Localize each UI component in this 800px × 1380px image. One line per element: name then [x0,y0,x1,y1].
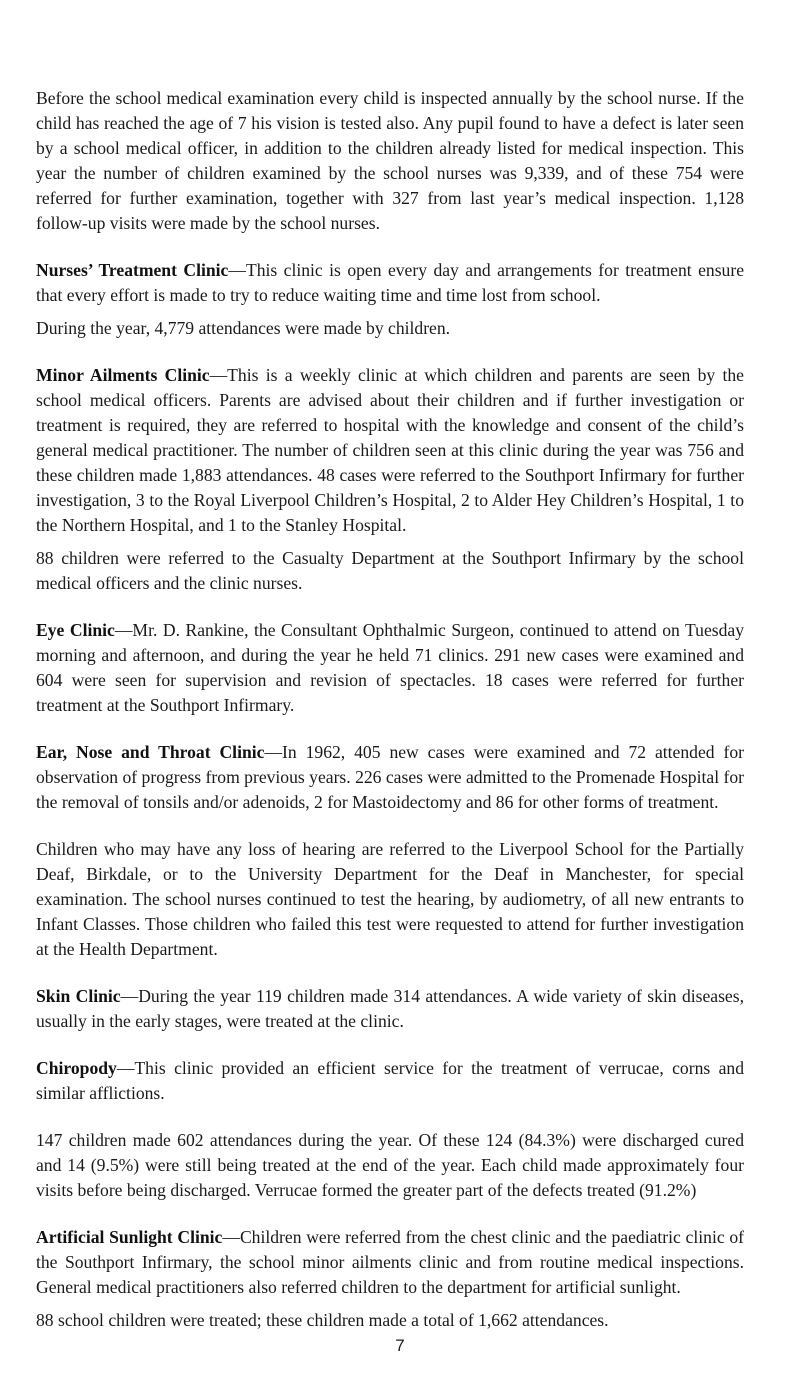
paragraph-text: —During the year 119 children made 314 attendances. A wide variety of skin diseases, usually in the early stages, were treated at the clinic. [36,986,744,1031]
paragraph-text: —This is a weekly clinic at which children and parents are seen by the school medical officers. Parents are advised about their children and if further investigation or treatment is required, they are referred to hospital with the knowledge and consent of the child’s general medical practitioner. The number of children seen at this clinic during the year was 756 and these children made 1,883 attendances. 48 cases were referred to the Southport Infirmary for further investigation, 3 to the Royal Liverpool Children’s Hospital, 2 to Alder Hey Children’s Hospital, 1 to the Northern Hospital, and 1 to the Stanley Hospital. [36,365,744,535]
section-heading-skin-clinic: Skin Clinic [36,986,121,1006]
paragraph-minor-ailments-clinic [36,363,744,538]
paragraph-nurses-treatment-clinic [36,258,744,308]
section-heading-artificial-sunlight-clinic: Artificial Sunlight Clinic [36,1227,223,1247]
paragraph-text: —This clinic provided an efficient service for the treatment of verrucae, corns and similar afflictions. [36,1058,744,1103]
paragraph-text: 88 school children were treated; these children made a total of 1,662 attendances. [36,1310,609,1330]
paragraph-text: 88 children were referred to the Casualty Department at the Southport Infirmary by the school medical officers and the clinic nurses. [36,548,744,593]
section-heading-chiropody: Chiropody [36,1058,117,1078]
section-heading-minor-ailments-clinic: Minor Ailments Clinic [36,365,210,385]
section-heading-ent-clinic: Ear, Nose and Throat Clinic [36,742,265,762]
paragraph-nurses-attendances [36,316,744,341]
paragraph-chiropody [36,1056,744,1106]
paragraph-casualty-referrals [36,546,744,596]
section-heading-eye-clinic: Eye Clinic [36,620,115,640]
paragraph-skin-clinic [36,984,744,1034]
paragraph-eye-clinic [36,618,744,718]
section-heading-nurses-treatment-clinic: Nurses’ Treatment Clinic [36,260,229,280]
paragraph-text: Before the school medical examination every child is inspected annually by the school nurse. If the child has reached the age of 7 his vision is tested also. Any pupil found to have a defect is later seen by a school medical officer, in addition to the children already listed for medical inspection. This year the number of children examined by the school nurses was 9,339, and of these 754 were referred for further examination, together with 327 from last year’s medical inspection. 1,128 follow-up visits were made by the school nurses. [36,88,744,233]
paragraph-text: —Children were referred from the chest clinic and the paediatric clinic of the Southport Infirmary, the school minor ailments clinic and from routine medical inspections. General medical practitioners also referred children to the department for artificial sunlight. [36,1227,744,1297]
paragraph-text: —This clinic is open every day and arrangements for treatment ensure that every effort is made to try to reduce waiting time and time lost from school. [36,260,745,305]
paragraph-sunlight-attendances [36,1308,744,1333]
paragraph-ent-clinic [36,740,744,815]
paragraph-chiropody-statistics [36,1128,744,1203]
paragraph-school-nurse-inspection [36,86,744,236]
paragraph-text: During the year, 4,779 attendances were made by children. [36,318,451,338]
paragraph-text: 147 children made 602 attendances during the year. Of these 124 (84.3%) were discharged cured and 14 (9.5%) were still being treated at the end of the year. Each child made approximately four visits before being discharged. Verrucae formed the greater part of the defects treated (91.2%) [36,1130,744,1200]
paragraph-text: —Mr. D. Rankine, the Consultant Ophthalmic Surgeon, continued to attend on Tuesday morning and afternoon, and during the year he held 71 clinics. 291 new cases were examined and 604 were seen for supervision and revision of spectacles. 18 cases were referred for further treatment at the Southport Infirmary. [36,620,745,715]
paragraph-text: Children who may have any loss of hearing are referred to the Liverpool School for the Partially Deaf, Birkdale, or to the University Department for the Deaf in Manchester, for special examination. The school nurses continued to test the hearing, by audiometry, of all new entrants to Infant Classes. Those children who failed this test were requested to attend for further investigation at the Health Department. [36,839,744,959]
paragraph-hearing-loss [36,837,744,962]
paragraph-artificial-sunlight-clinic [36,1225,744,1300]
page-number: 7 [395,1336,405,1355]
paragraph-text: —In 1962, 405 new cases were examined and 72 attended for observation of progress from previous years. 226 cases were admitted to the Promenade Hospital for the removal of tonsils and/or adenoids, 2 for Mastoidectomy and 86 for other forms of treatment. [36,742,744,812]
